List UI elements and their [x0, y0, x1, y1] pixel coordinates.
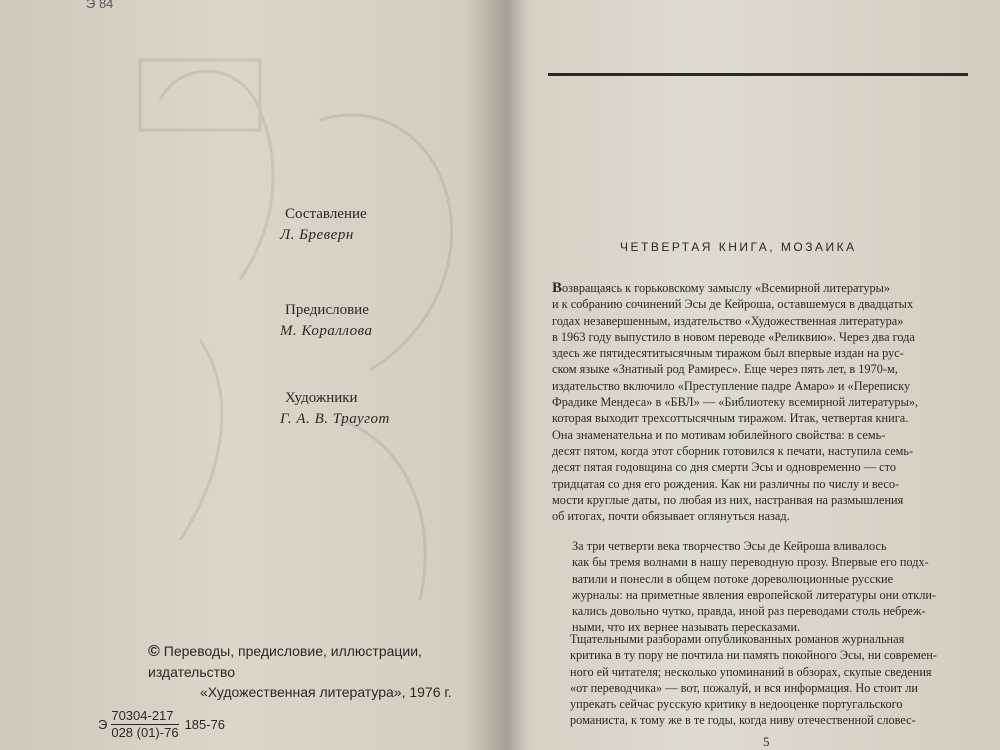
text-line: десят пятом, когда этот сборник готовился к печати, наступила семь-	[552, 443, 914, 458]
text-line: которая выходит трехсоттысячным тиражом. Итак, четвертая книга.	[552, 411, 909, 426]
header-rule	[548, 73, 968, 76]
text-line: ными, что их вернее называть пересказами.	[572, 620, 801, 635]
copyright-sign: ©	[148, 643, 160, 660]
dropcap: В	[552, 280, 563, 296]
credit-name: Л. Бреверн	[280, 227, 354, 243]
text-line: романиста, к тому же в те годы, когда ниву отечественной словес-	[570, 713, 916, 728]
credit-name: Г. А. В. Траугот	[280, 411, 390, 427]
text-line: Тщательными разборами опубликованных романов журнальная	[570, 632, 905, 646]
text-line: Возвращаясь к горьковскому замыслу «Всемирной литературы»	[552, 280, 891, 296]
chapter-title: ЧЕТВЕРТАЯ КНИГА, МОЗАИКА	[620, 240, 857, 254]
text-line: ватили и понесли в общем потоке дореволюционные русские	[572, 571, 894, 586]
catalog-numerator: 70304-217	[111, 708, 178, 725]
corner-mark: Э 84	[86, 0, 114, 11]
credit-name: М. Кораллова	[280, 323, 373, 339]
text-line: годах незавершенным, издательство «Художественная литература»	[552, 313, 904, 328]
paragraph-3	[570, 631, 970, 729]
text-line: мости круглые даты, по любая из них, настранвая на размышления	[552, 492, 904, 507]
text-line: в 1963 году выпустило в новом переводе «Реликвию». Через два года	[552, 329, 915, 344]
credit-compilation	[280, 206, 505, 244]
show-through-illustration	[120, 40, 500, 660]
text-line: тридцатая со дня его рождения. Как ни различны по числу и весо-	[552, 476, 900, 491]
text-line: кались довольно чутко, правда, иной раз переводами столь небреж-	[572, 604, 926, 619]
text-line: и к собранию сочинений Эсы де Кейроша, оставшемуся в двадцатых	[552, 297, 914, 312]
paragraph-1	[552, 280, 972, 524]
copyright-line: «Художественная литература», 1976 г.	[200, 684, 452, 700]
credit-artists	[280, 390, 505, 428]
copyright-line: Переводы, предисловие, иллюстрации, издательство	[148, 643, 422, 680]
text-line: Фрадике Мендеса» в «БВЛ» — «Библиотеку всемирной литературы»,	[552, 395, 919, 410]
credit-title: Художники	[285, 390, 358, 406]
text-line: издательство включило «Преступление падре Амаро» и «Переписку	[552, 378, 911, 393]
catalog-denominator: 028 (01)-76	[111, 725, 179, 740]
text-line: десят пятая годовщина со дня смерти Эсы и одновременно — сто	[552, 460, 896, 475]
copyright-notice	[148, 641, 498, 702]
text-line: ного ей читателя; несколько упоминаний в обзорах, скупые сведения	[570, 664, 932, 679]
text-line: как бы тремя волнами в нашу переводную прозу. Впервые его подх-	[572, 555, 929, 570]
credit-title: Предисловие	[285, 302, 369, 318]
catalog-prefix: Э	[98, 717, 108, 732]
text-line: журналы: на приметные явления европейской литературы они откли-	[572, 587, 937, 602]
text-line: критика в ту пору не почтила ни память покойного Эсы, ни современ-	[570, 648, 937, 663]
page-number: 5	[763, 734, 770, 749]
text-line: упрекать сейчас русскую критику в недооценке португальского	[570, 697, 903, 712]
text-line: Она знаменательна и по мотивам юбилейного свойства: в семь-	[552, 427, 886, 442]
text-line: здесь же пятидесятитысячным тиражом был впервые издан на рус-	[552, 346, 904, 361]
text-line: ском языке «Знатный род Рамирес». Еще через пять лет, в 1970-м,	[552, 362, 898, 377]
catalog-suffix: 185-76	[184, 717, 226, 732]
catalog-fraction	[111, 708, 178, 741]
text-line: «от переводчика» — вот, пожалуй, и вся информация. Но стоит ли	[570, 680, 919, 695]
credit-preface	[280, 302, 505, 340]
catalog-index	[98, 708, 225, 741]
credit-title: Составление	[285, 206, 367, 222]
paragraph-2	[572, 538, 972, 636]
text-line: об итогах, почти обязывает оглянуться назад.	[552, 509, 790, 524]
text-line: За три четверти века творчество Эсы де Кейроша вливалось	[572, 539, 887, 553]
